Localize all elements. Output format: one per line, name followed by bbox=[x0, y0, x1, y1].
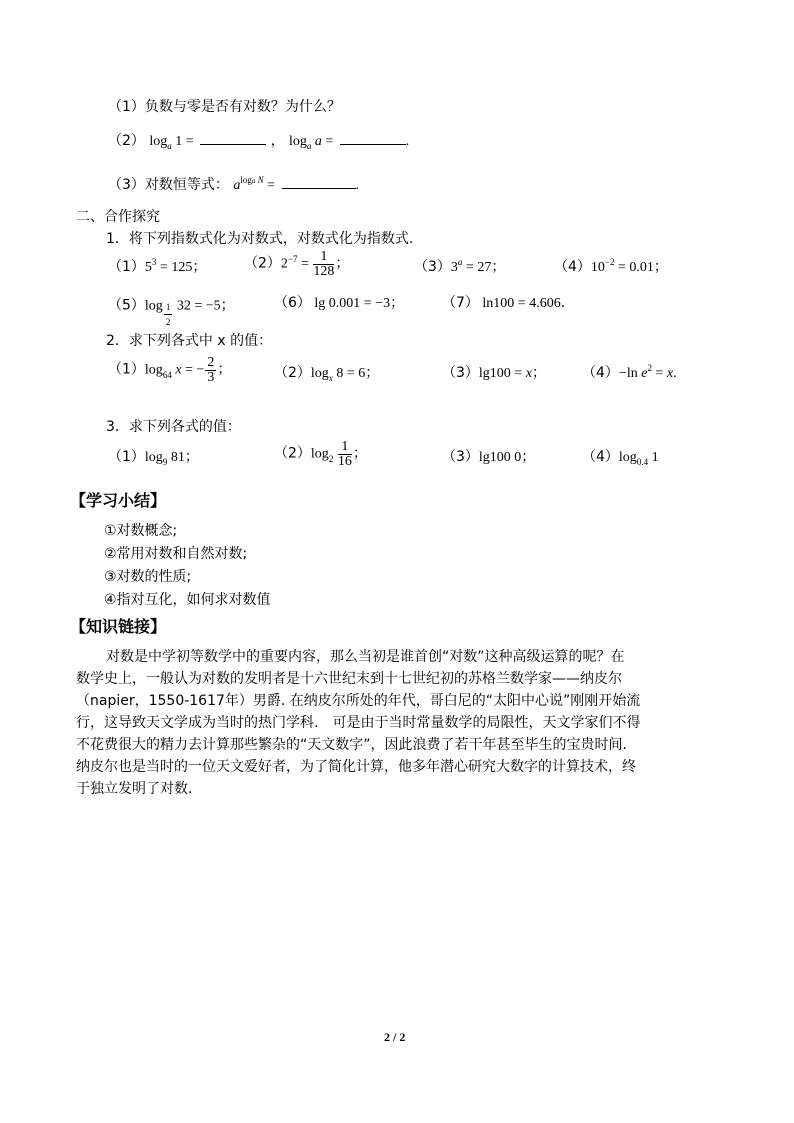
p1-item-3: $(3)3^a = 27$； bbox=[414, 257, 506, 275]
p2-item-3: （3）lg100 = x； bbox=[442, 365, 546, 381]
paragraph-line: 数学史上，一般认为对数的发明者是十六世纪末到十七世纪初的苏格兰数学家——纳皮尔 bbox=[76, 671, 622, 687]
page-number: 2 / 2 bbox=[384, 1030, 406, 1044]
summary-heading: 【学习小结】 bbox=[70, 491, 167, 510]
summary-item: ①对数概念; bbox=[104, 523, 178, 539]
question-1: （1）负数与零是否有对数？为什么？ bbox=[108, 99, 341, 115]
problem-1-title: 1．将下列指数式化为对数式，对数式化为指数式. bbox=[106, 231, 414, 247]
p3-item-1: $(1)\log_9$ 81； bbox=[108, 449, 199, 467]
paragraph-line: 纳皮尔也是当时的一位天文爱好者，为了简化计算，他多年潜心研究大数字的计算技术，终 bbox=[76, 759, 636, 775]
paragraph-line: 不花费很大的精力去计算那些繁杂的“天文数字”，因此浪费了若干年甚至毕生的宝贵时间. bbox=[76, 737, 627, 753]
summary-list bbox=[104, 520, 271, 612]
p1-item-7: （7） ln100 = 4.606． bbox=[442, 295, 575, 311]
summary-item: ②常用对数和自然对数; bbox=[104, 546, 248, 562]
p3-item-3: （3）lg100 0； bbox=[442, 449, 536, 465]
paragraph-line: 于独立发明了对数. bbox=[76, 781, 193, 797]
p1-item-6: （6） lg 0.001 = −3； bbox=[274, 295, 405, 311]
p2-item-4: （4）−ln $e^2 = x$. bbox=[582, 363, 677, 381]
summary-item: ③对数的性质; bbox=[104, 569, 192, 585]
problem-3-title: 3．求下列各式的值： bbox=[106, 419, 241, 435]
question-2: （2） $\log_a 1$ = ， $\log_a a$ = . bbox=[108, 133, 410, 151]
p1-item-1: $(1)5^3 = 125$； bbox=[108, 257, 207, 275]
p1-item-5: （5）log $\frac{1}{2}$ 32 = −5； bbox=[108, 297, 235, 327]
question-3: （3）对数恒等式： $a^{loga N}$ = . bbox=[108, 175, 360, 193]
p3-item-2: $(2)\log_2$ $\frac{1}{16}$ ； bbox=[274, 439, 367, 469]
p2-item-2: $(2)\log_x$ 8 = 6； bbox=[274, 365, 380, 383]
answer-blank bbox=[200, 132, 266, 145]
p1-item-2: $(2)2^{-7}$ = $\frac{1}{128}$ ； bbox=[244, 249, 350, 279]
paragraph-line: （napier，1550-1617年）男爵. 在纳皮尔所处的年代，哥白尼的“太阳中心说”刚刚开始流 bbox=[76, 693, 641, 709]
p3-item-4: $(4)\log_{0.4}$ 1 bbox=[582, 449, 659, 467]
paragraph-line: 对数是中学初等数学中的重要内容，那么当初是谁首创“对数”这种高级运算的呢？在 bbox=[106, 649, 625, 665]
answer-blank bbox=[282, 176, 356, 189]
section-title: 二、合作探究 bbox=[76, 209, 160, 225]
p2-item-1: $(1)\log_{64}$ x = − $\frac{2}{3}$ ； bbox=[108, 355, 232, 385]
p1-item-4: $(4)10^{-2} = 0.01$； bbox=[554, 257, 668, 275]
problem-2-title: 2．求下列各式中 x 的值： bbox=[106, 333, 273, 349]
answer-blank bbox=[340, 132, 406, 145]
link-paragraph bbox=[76, 646, 726, 800]
link-heading: 【知识链接】 bbox=[70, 617, 167, 636]
summary-item: ④指对互化，如何求对数值 bbox=[104, 592, 271, 608]
paragraph-line: 行，这导致天文学成为当时的热门学科. 可是由于当时常量数学的局限性，天文学家们不得 bbox=[76, 715, 641, 731]
